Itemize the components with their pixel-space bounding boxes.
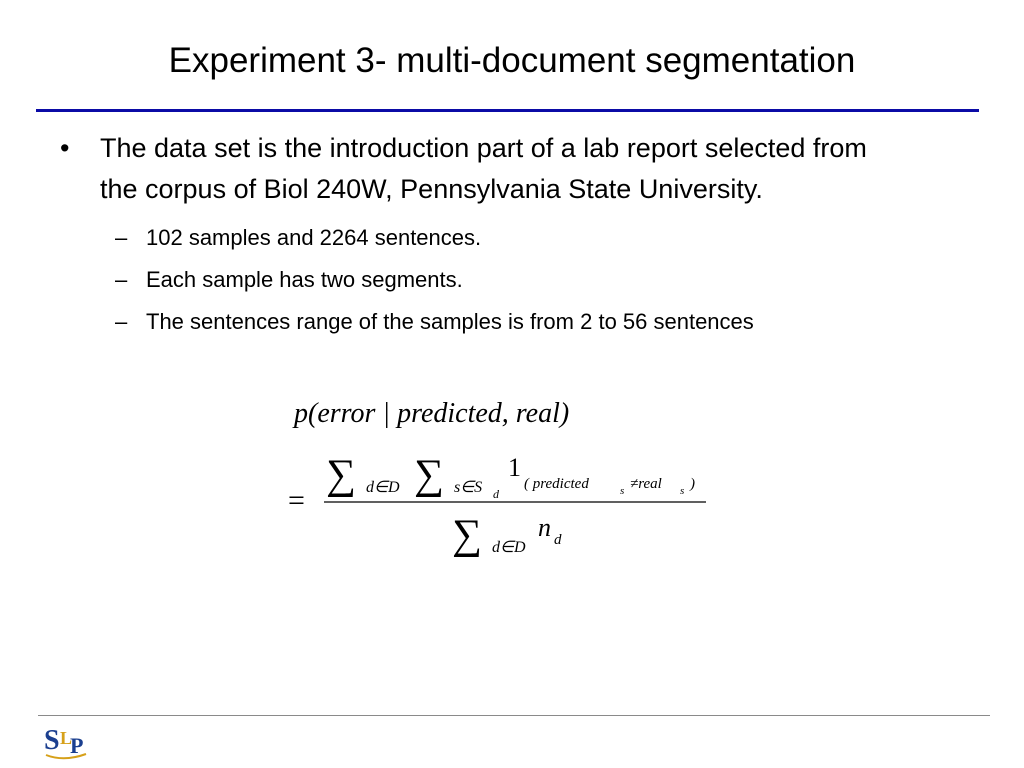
bullet-item <box>60 128 960 210</box>
error-probability-formula <box>280 388 740 568</box>
sub-bullet-mark: – <box>115 225 128 250</box>
sub-bullet-mark: – <box>115 267 128 292</box>
footer-divider <box>38 715 990 716</box>
title-divider <box>36 109 979 112</box>
denominator-subscript: d <box>554 532 562 548</box>
sum-subscript: d∈D <box>492 539 526 556</box>
sum-symbol: ∑ <box>414 452 444 498</box>
sub-bullet-list <box>115 224 960 336</box>
sub-bullet-text: Each sample has two segments. <box>146 267 463 292</box>
sub-bullet-item <box>115 224 960 252</box>
formula-equals: = <box>288 484 305 517</box>
sum-subscript-index: d <box>493 487 499 501</box>
indicator-subscript: s <box>620 485 625 497</box>
slide-title: Experiment 3- multi-document segmentation <box>168 41 856 80</box>
sub-bullet-text: 102 samples and 2264 sentences. <box>146 225 482 250</box>
logo-letter-s: S <box>44 725 60 756</box>
sum-subscript: s∈S <box>454 479 483 496</box>
sub-bullet-item <box>115 266 960 294</box>
formula-svg <box>280 388 740 568</box>
sub-bullet-text: The sentences range of the samples is from 2 to 56 sentences <box>146 309 754 334</box>
indicator-condition: ( predicted <box>524 476 589 492</box>
bullet-text: The data set is the introduction part of a lab report selected from the corpus of Biol 240W, Pennsylvania State University. <box>100 133 867 204</box>
sum-subscript: d∈D <box>366 479 400 496</box>
bullet-list <box>60 128 960 350</box>
formula-lhs: p(error | predicted, real) <box>294 398 570 429</box>
indicator-one: 1 <box>508 453 521 482</box>
sub-bullet-mark: – <box>115 309 128 334</box>
indicator-close: ) <box>690 476 695 492</box>
slp-logo-icon <box>42 722 92 762</box>
sum-symbol: ∑ <box>326 452 356 498</box>
sub-bullet-item <box>115 308 960 336</box>
bullet-mark: • <box>60 133 70 163</box>
logo-letter-l: L <box>60 728 73 748</box>
sum-symbol: ∑ <box>452 512 482 558</box>
indicator-neq-real: ≠real <box>630 476 662 492</box>
slp-logo <box>42 722 92 762</box>
indicator-subscript: s <box>680 485 685 497</box>
logo-letter-p: P <box>70 733 84 758</box>
denominator-variable: n <box>538 513 551 542</box>
